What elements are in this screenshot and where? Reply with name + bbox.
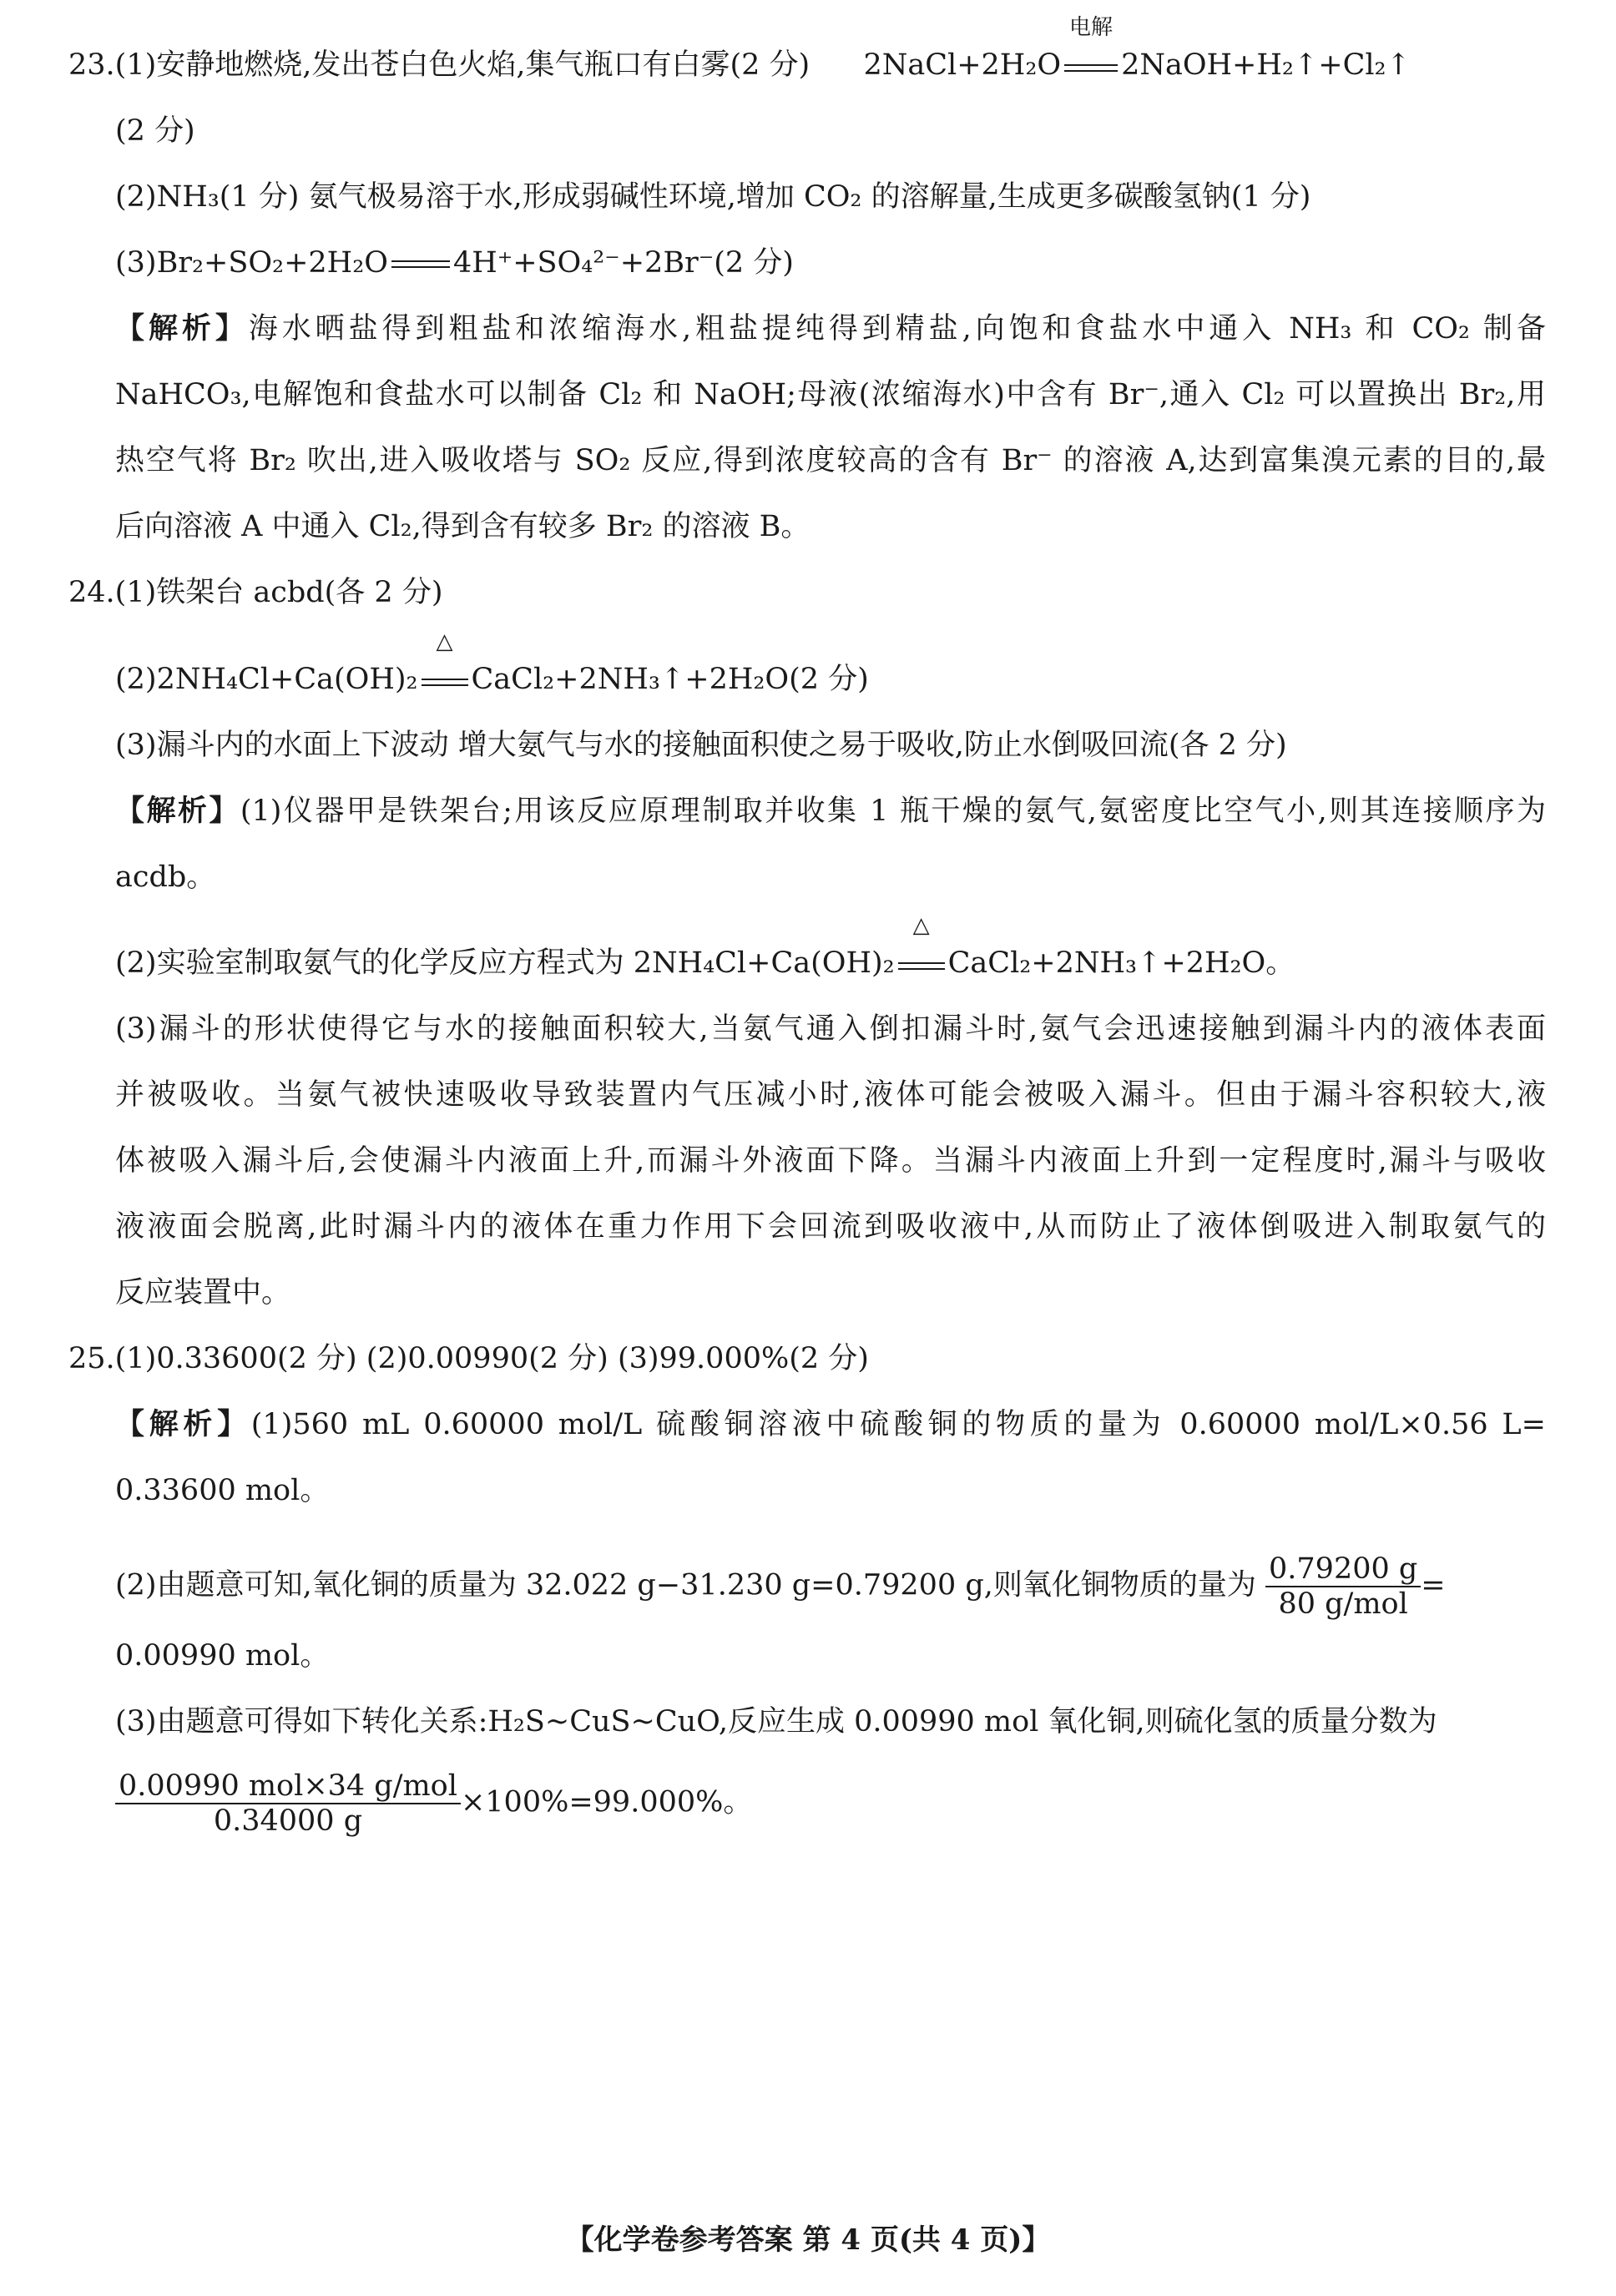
q25-analysis-line2: 0.33600 mol。 (115, 1474, 330, 1507)
q24-analysis-line1: 【解析】(1)仪器甲是铁架台;用该反应原理制取并收集 1 瓶干燥的氨气,氨密度比空气小,则其连接顺序为 (115, 794, 1546, 828)
q23-line2: (2 分) (115, 114, 195, 148)
q23-analysis-line1: 【解析】海水晒盐得到粗盐和浓缩海水,粗盐提纯得到精盐,向饱和食盐水中通入 NH₃ 和 CO₂ 制备 (115, 311, 1546, 346)
q24-analysis-line3: (2)实验室制取氨气的化学反应方程式为 2NH₄Cl+Ca(OH)₂ △ CaCl₂+2NH₃↑+2H₂O。 (115, 943, 1295, 985)
mass-fraction-fraction: $\frac{\text{0.00990 mol×34 g/mol}}{0.34000 g}$ (115, 1769, 461, 1838)
q24-analysis-line8: 反应装置中。 (115, 1276, 291, 1309)
q25-analysis-line6: $\frac{\text{0.00990 mol×34 g/mol}}{0.34000 g}$ ×100%=99.000%。 (115, 1769, 752, 1838)
analysis-label: 【解析】 (115, 794, 240, 828)
q25-analysis-line1: 【解析】(1)560 mL 0.60000 mol/L 硫酸铜溶液中硫酸铜的物质的量为 0.60000 mol/L×0.56 L= (115, 1407, 1546, 1441)
q25-analysis-line5: (3)由题意可得如下转化关系:H₂S~CuS~CuO,反应生成 0.00990 mol 氧化铜,则硫化氢的质量分数为 (115, 1705, 1437, 1738)
q23-line4 (115, 243, 794, 283)
page-footer: 【化学卷参考答案 第 4 页(共 4 页)】 (565, 2223, 1051, 2257)
analysis-label: 【解析】 (115, 1407, 251, 1441)
q23-analysis-line4: 后向溶液 A 中通入 Cl₂,得到含有较多 Br₂ 的溶液 B。 (115, 510, 811, 543)
q23-equation3-left: (3)Br₂+SO₂+2H₂O (115, 246, 388, 280)
q24-analysis-line4: (3)漏斗的形状使得它与水的接触面积较大,当氨气通入倒扣漏斗时,氨气会迅速接触到漏斗内的液体表面 (115, 1012, 1546, 1046)
q24-analysis-line5: 并被吸收。当氨气被快速吸收导致装置内气压减小时,液体可能会被吸入漏斗。但由于漏斗容积较大,液 (115, 1078, 1546, 1112)
analysis-label: 【解析】 (115, 311, 249, 346)
q23-equation-left: 2NaCl+2H₂O (863, 48, 1062, 82)
q23-line3: (2)NH₃(1 分) 氨气极易溶于水,形成弱碱性环境,增加 CO₂ 的溶解量,生成更多碳酸氢钠(1 分) (115, 180, 1311, 214)
q24-equation-condition: △ (418, 661, 472, 701)
q24-analysis-line6: 体被吸入漏斗后,会使漏斗内液面上升,而漏斗外液面下降。当漏斗内液面上升到一定程度时,漏斗与吸收 (115, 1144, 1546, 1178)
q25-analysis-line4: 0.00990 mol。 (115, 1639, 330, 1673)
q23-equation-condition: 电解 (1061, 47, 1121, 87)
q23-line1 (68, 14, 1411, 87)
q24-analysis-line2: acdb。 (115, 860, 216, 894)
equals-sign (391, 260, 450, 268)
q24-equation-right: CaCl₂+2NH₃↑+2H₂O(2 分) (471, 663, 869, 696)
q23-analysis-line2: NaHCO₃,电解饱和食盐水可以制备 Cl₂ 和 NaOH;母液(浓缩海水)中含有 Br⁻,通入 Cl₂ 可以置换出 Br₂,用 (115, 378, 1546, 411)
q23-answer-1: 23.(1)安静地燃烧,发出苍白色火焰,集气瓶口有白雾(2 分) (68, 48, 811, 82)
q23-equation3-right: 4H⁺+SO₄²⁻+2Br⁻(2 分) (452, 246, 794, 280)
molar-amount-fraction: $\frac{0.79200 g}{\text{80 g/mol}}$ (1265, 1552, 1421, 1621)
q24-line1: 24.(1)铁架台 acbd(各 2 分) (68, 576, 443, 609)
q24-line2 (115, 628, 869, 701)
q23-analysis-line3: 热空气将 Br₂ 吹出,进入吸收塔与 SO₂ 反应,得到浓度较高的含有 Br⁻ 的溶液 A,达到富集溴元素的目的,最 (115, 444, 1546, 477)
q24-analysis-equation-condition: △ (895, 945, 948, 985)
q25-line1: 25.(1)0.33600(2 分) (2)0.00990(2 分) (3)99.000%(2 分) (68, 1342, 869, 1375)
q24-line3: (3)漏斗内的水面上下波动 增大氨气与水的接触面积使之易于吸收,防止水倒吸回流(各 2 分) (115, 729, 1287, 762)
q23-equation-right: 2NaOH+H₂↑+Cl₂↑ (1121, 48, 1411, 82)
q24-analysis-line7: 液液面会脱离,此时漏斗内的液体在重力作用下会回流到吸收液中,从而防止了液体倒吸进入制取氨气的 (115, 1210, 1546, 1244)
q24-equation-left: (2)2NH₄Cl+Ca(OH)₂ (115, 663, 418, 696)
q25-analysis-line3: (2)由题意可知,氧化铜的质量为 32.022 g−31.230 g=0.79200 g,则氧化铜物质的量为 $\frac{0.79200 g}{\text{80 g/mol}}$ = (115, 1552, 1446, 1621)
